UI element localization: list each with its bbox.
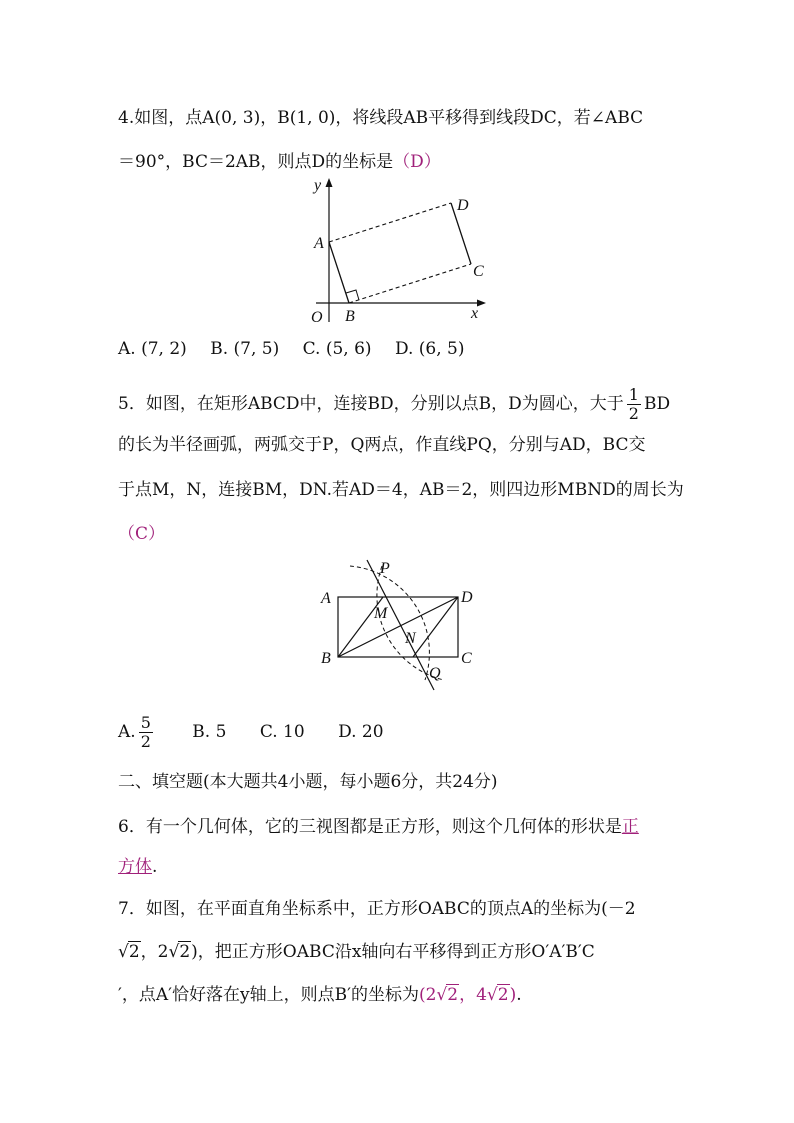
q4-y-arrow <box>326 178 333 187</box>
q4-option-b: B. (7, 5) <box>210 339 280 359</box>
q5-options <box>118 714 402 751</box>
q4-answer: D <box>410 152 424 172</box>
q4-x-arrow <box>477 300 486 307</box>
q6-answer-part-1: 正 <box>621 817 639 837</box>
q7-answer <box>419 985 516 1005</box>
q7-line-2-post: )，把正方形OABC沿x轴向右平移得到正方形O′A′B′C <box>191 942 595 962</box>
q5-line-pq <box>367 560 434 690</box>
q4-segment-bc <box>349 264 471 303</box>
q5-label-a: A <box>321 590 331 607</box>
q4-segment-ab <box>329 242 349 303</box>
q5-label-b: B <box>321 650 331 667</box>
q5-line-1 <box>118 386 670 423</box>
q4-option-a: A. (7, 2) <box>118 339 187 359</box>
q4-line-1: 4.如图，点A(0, 3)，B(1, 0)，将线段AB平移得到线段DC，若∠ABC <box>118 108 644 128</box>
q7-sqrt-1: √2 <box>118 942 140 962</box>
q4-options <box>118 337 483 361</box>
q7-radicand-2: 2 <box>179 942 191 962</box>
q4-label-c: C <box>473 263 484 280</box>
q4-segment-ad <box>329 203 451 242</box>
q5-line-3: 于点M，N，连接BM，DN.若AD＝4，AB＝2，则四边形MBND的周长为 <box>118 480 684 500</box>
q4-label-d: D <box>457 197 469 214</box>
q5-label-p: P <box>380 560 390 577</box>
q4-answer-close: ） <box>423 152 441 172</box>
q4-line-2-text: ＝90°，BC＝2AB，则点D的坐标是 <box>118 152 394 172</box>
q4-label-o: O <box>311 309 323 326</box>
section-2-title: 二、填空题(本大题共4小题，每小题6分，共24分) <box>118 772 498 792</box>
q5-label-m: M <box>374 605 388 622</box>
q4-answer-open: （ <box>393 152 411 172</box>
q6-line-2 <box>118 855 157 879</box>
q5-answer-line <box>118 522 165 546</box>
q6-text: 6．有一个几何体，它的三视图都是正方形，则这个几何体的形状是 <box>118 817 622 837</box>
q5-option-a-denominator: 2 <box>140 732 151 751</box>
q5-arc-from-b <box>350 566 429 680</box>
q7-answer-close: ) <box>509 985 517 1005</box>
q7-end: . <box>516 985 522 1005</box>
q7-line-2 <box>118 940 595 964</box>
q7-line-2-mid: ，2 <box>140 942 169 962</box>
q5-arc-from-d <box>377 566 444 680</box>
q5-answer-open: （ <box>118 524 135 544</box>
q4-label-x: x <box>471 305 479 322</box>
q4-line-2 <box>118 150 441 174</box>
q5-fraction-denominator: 2 <box>628 404 639 423</box>
q5-answer: C <box>135 524 149 544</box>
q5-option-d: D. 20 <box>338 722 384 742</box>
q5-option-a-prefix: A. <box>118 722 136 742</box>
q7-sqrt-2: √2 <box>168 942 191 962</box>
q6-end: . <box>152 857 158 877</box>
q7-line-3 <box>118 983 522 1007</box>
q5-line-1-post: BD <box>643 394 671 414</box>
q4-label-b: B <box>345 308 355 325</box>
q7-answer-radicand-1: 2 <box>447 985 459 1005</box>
q7-answer-radicand-2: 2 <box>497 985 509 1005</box>
q5-option-b: B. 5 <box>192 722 227 742</box>
q5-label-n: N <box>405 630 416 647</box>
q5-label-q: Q <box>429 665 441 682</box>
q5-segment-dn <box>413 597 458 657</box>
q4-label-a: A <box>314 235 324 252</box>
q7-line-3-text: ′，点A′恰好落在y轴上，则点B′的坐标为 <box>118 985 419 1005</box>
q5-label-d: D <box>461 589 473 606</box>
q5-fraction-numerator: 1 <box>628 385 639 404</box>
q4-label-y: y <box>314 177 322 194</box>
q5-option-a-numerator: 5 <box>140 713 151 732</box>
q4-figure <box>300 172 500 327</box>
q4-option-d: D. (6, 5) <box>394 339 465 359</box>
q5-figure <box>312 552 482 702</box>
q5-line-2: 的长为半径画弧，两弧交于P，Q两点，作直线PQ，分别与AD，BC交 <box>118 435 646 455</box>
q5-answer-close: ） <box>148 524 166 544</box>
q5-fraction <box>627 386 641 423</box>
q7-answer-mid: ，4 <box>459 985 487 1005</box>
q5-diagonal-bd <box>338 597 458 657</box>
q4-option-c: C. (5, 6) <box>302 339 372 359</box>
q7-line-1: 7．如图，在平面直角坐标系中，正方形OABC的顶点A的坐标为(－2 <box>118 899 636 919</box>
q7-answer-sqrt-2: √2 <box>486 985 509 1005</box>
q5-line-1-text: 5．如图，在矩形ABCD中，连接BD，分别以点B，D为圆心，大于 <box>118 394 624 414</box>
q5-option-c: C. 10 <box>259 722 305 742</box>
q7-radicand-1: 2 <box>128 942 140 962</box>
q7-answer-open: (2 <box>418 985 437 1005</box>
q6-line-1 <box>118 815 639 839</box>
q5-label-c: C <box>461 650 472 667</box>
q6-answer-part-2: 方体 <box>118 857 152 877</box>
q5-option-a-fraction <box>139 714 153 751</box>
q7-answer-sqrt-1: √2 <box>436 985 459 1005</box>
